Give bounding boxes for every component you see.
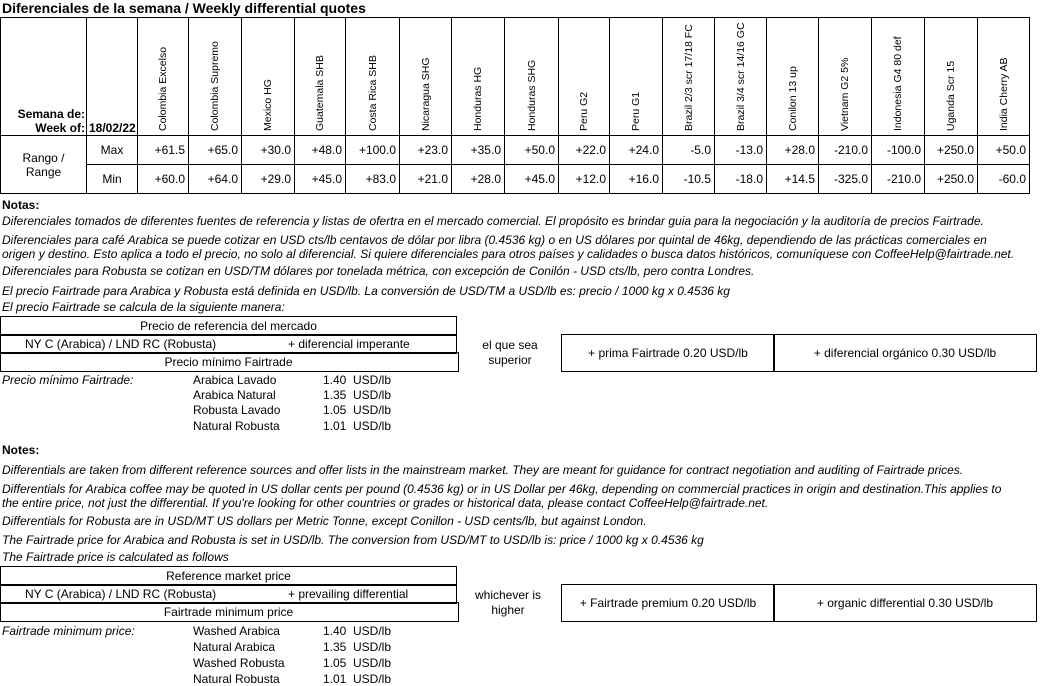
table-cell: +50.0 [978,136,1030,165]
exchange-label: NY C (Arabica) / LND RC (Robusta) [25,587,217,601]
table-cell: -325.0 [819,165,872,194]
table-cell: +100.0 [346,136,400,165]
col-header-label: Mexico HG [262,79,274,131]
price-name: Natural Robusta [193,672,280,686]
price-unit: USD/lb [353,419,392,433]
table-cell: +22.0 [559,136,610,165]
col-header-label: Conilon 13 up [786,66,799,131]
organic-box [773,334,1037,372]
col-header-label: Honduras SHG [525,59,538,131]
notes-heading-es: Notas: [2,198,40,212]
col-header [559,18,610,136]
col-header [978,18,1030,136]
price-name: Natural Arabica [193,640,276,654]
col-header-label: Brazil 2/3 scr 17/18 FC [682,24,695,131]
price-value: 1.05 [323,403,347,417]
table-row-min [1,165,1030,194]
col-header [189,18,242,136]
col-header [505,18,559,136]
table-cell: -100.0 [872,136,925,165]
price-name: Natural Robusta [193,419,280,433]
table-cell: +65.0 [189,136,242,165]
table-cell: -5.0 [663,136,715,165]
min-price-box [0,352,459,372]
col-header-label: Honduras HG [472,66,484,131]
table-cell: +60.0 [138,165,189,194]
col-header [295,18,346,136]
note-line: El precio Fairtrade para Arabica y Robusta está definida en USD/lb. La conversión de USD/TM a USD/lb es: precio / 1000 kg x 0.4536 kg [2,284,730,298]
price-name: Washed Arabica [193,624,280,638]
price-value: 1.40 [323,624,347,638]
organic-label: + organic differential 0.30 USD/lb [816,596,994,610]
table-cell: +29.0 [242,165,295,194]
note-line: Diferenciales tomados de diferentes fuentes de referencia y listas de ofertra en el mercado comercial. El propósito es brindar guia para la negociación y la auditoría de precios Fairtrade. [2,214,984,228]
row-label-max: Max [87,136,138,165]
whichever-line: el que sea [482,338,538,352]
price-value: 1.40 [323,373,347,387]
price-value: 1.35 [323,388,347,402]
table-cell: +83.0 [346,165,400,194]
col-header [452,18,505,136]
premium-box [561,584,775,622]
table-cell: -210.0 [819,136,872,165]
table-cell: +250.0 [925,136,978,165]
price-unit: USD/lb [353,373,392,387]
table-cell: +48.0 [295,136,346,165]
price-name: Robusta Lavado [193,403,281,417]
note-line: the entire price, not just the differential. If you're looking for other countries or grades or historical data, please contact CoffeeHelp@fairtrade.net. [2,496,769,510]
price-unit: USD/lb [353,640,392,654]
note-line: Differentials are taken from different reference sources and offer lists in the mainstream market. They are meant for guidance for contract negotiation and auditing of Fairtrade prices. [2,463,964,477]
price-value: 1.05 [323,656,347,670]
col-header-label: Colombia Excelso [157,46,169,131]
price-value: 1.01 [323,419,347,433]
note-line: Diferenciales para Robusta se cotizan en USD/TM dólares por tonelada métrica, con excepción de Conilón - USD cts/lb, pero contra Londres. [2,264,755,278]
organic-box [773,584,1037,622]
note-line: origen y destino. Esto aplica a todo el precio, no solo al diferencial. Si quiere diferenciales para otros países y calidades o busca datos históricos, comuníquese con CoffeeHelp@fairtrade.net. [2,247,1015,261]
col-header [767,18,819,136]
week-label [1,18,87,136]
exchange-box [0,334,457,354]
col-header-label: Costa Rica SHB [366,55,379,131]
price-unit: USD/lb [353,656,392,670]
table-cell: +12.0 [559,165,610,194]
min-price-heading: Fairtrade minimum price: [2,624,135,638]
col-header [872,18,925,136]
notes-heading-en: Notes: [2,443,40,457]
plus-diff-label: + prevailing differential [288,587,409,601]
col-header-label: Uganda Scr 15 [945,60,957,131]
exchange-box [0,584,457,604]
differentials-table [0,17,1030,194]
col-header-label: Nicaragua SHG [419,57,432,131]
col-header-label: Colombia Supremo [209,41,221,131]
page-title: Diferenciales de la semana / Weekly differential quotes [2,0,366,16]
table-cell: +30.0 [242,136,295,165]
col-header-label: Vietnam G2 5% [839,57,851,131]
table-cell: +23.0 [400,136,452,165]
col-header [138,18,189,136]
row-label-min: Min [87,165,138,194]
table-cell: -210.0 [872,165,925,194]
price-value: 1.01 [323,672,347,686]
table-cell: +16.0 [610,165,663,194]
table-cell: +45.0 [505,165,559,194]
price-unit: USD/lb [353,624,392,638]
note-line: The Fairtrade price is calculated as follows [2,550,229,564]
col-header [400,18,452,136]
table-cell: +64.0 [189,165,242,194]
range-label [1,136,87,194]
price-name: Washed Robusta [193,656,285,670]
premium-box [561,334,775,372]
range-label-es: Rango / [22,150,65,165]
price-value: 1.35 [323,640,347,654]
table-cell: -60.0 [978,165,1030,194]
premium-label: + Fairtrade premium 0.20 USD/lb [579,596,757,610]
plus-diff-label: + diferencial imperante [288,337,410,351]
range-label-en: Range [25,164,62,179]
ref-price-box [0,566,457,586]
col-header-label: Peru G1 [630,91,642,131]
ref-price-box [0,316,457,336]
premium-label: + prima Fairtrade 0.20 USD/lb [588,346,748,360]
col-header [819,18,872,136]
table-cell: +45.0 [295,165,346,194]
price-name: Arabica Lavado [193,373,277,387]
col-header [610,18,663,136]
note-line: The Fairtrade price for Arabica and Robusta is set in USD/lb. The conversion from USD/MT to USD/lb is: price / 1000 kg x 0.4536 kg [2,533,704,547]
table-cell: +14.5 [767,165,819,194]
whichever-line: superior [488,353,532,367]
min-price-label: Precio mínimo Fairtrade [164,355,293,369]
col-header-label: India Cherry AB [997,57,1010,131]
note-line: El precio Fairtrade se calcula de la siguiente manera: [2,300,285,314]
table-cell: +50.0 [505,136,559,165]
table-cell: +61.5 [138,136,189,165]
week-date: 18/02/22 [87,18,138,136]
table-cell: +35.0 [452,136,505,165]
col-header [715,18,767,136]
price-unit: USD/lb [353,403,392,417]
table-cell: +28.0 [767,136,819,165]
min-price-label: Fairtrade minimum price [163,605,294,619]
min-price-heading: Precio mínimo Fairtrade: [2,373,134,387]
whichever-en [463,588,553,618]
col-header [242,18,295,136]
table-cell: -13.0 [715,136,767,165]
table-cell: +28.0 [452,165,505,194]
price-name: Arabica Natural [193,388,276,402]
week-label-en: Week of: [35,121,85,135]
note-line: Differentials for Robusta are in USD/MT US dollars per Metric Tonne, except Conillon - USD cents/lb, but against London. [2,514,647,528]
table-cell: -18.0 [715,165,767,194]
header-row [1,18,1030,136]
note-line: Differentials for Arabica coffee may be quoted in US dollar cents per pound (0.4536 kg) or in US Dollar per 46kg, depending on commercial practices in origin and destination.This applies to [2,482,1002,496]
table-cell: -10.5 [663,165,715,194]
table-row-max [1,136,1030,165]
col-header-label: Brazil 3/4 scr 14/16 GC [734,22,747,131]
min-price-box [0,602,459,622]
price-unit: USD/lb [353,672,392,686]
col-header-label: Peru G2 [578,91,590,131]
price-unit: USD/lb [353,388,392,402]
col-header [663,18,715,136]
table-cell: +250.0 [925,165,978,194]
whichever-line: whichever is [474,588,542,602]
organic-label: + diferencial orgánico 0.30 USD/lb [813,346,997,360]
ref-price-label: Precio de referencia del mercado [140,319,317,333]
week-label-es: Semana de: [17,107,85,121]
col-header [346,18,400,136]
col-header-label: Guatemala SHB [314,55,326,131]
table-cell: +21.0 [400,165,452,194]
note-line: Diferenciales para café Arabica se puede cotizar en USD cts/lb centavos de dólar por libra (0.4536 kg) o en US dólares por quintal de 46kg, dependiendo de las prácticas comerciales en [2,233,987,247]
ref-price-label: Reference market price [166,569,291,583]
exchange-label: NY C (Arabica) / LND RC (Robusta) [25,337,217,351]
whichever-es [470,338,550,368]
table-cell: +24.0 [610,136,663,165]
col-header [925,18,978,136]
whichever-line: higher [491,603,525,617]
col-header-label: Indonesia G4 80 def [892,36,904,131]
